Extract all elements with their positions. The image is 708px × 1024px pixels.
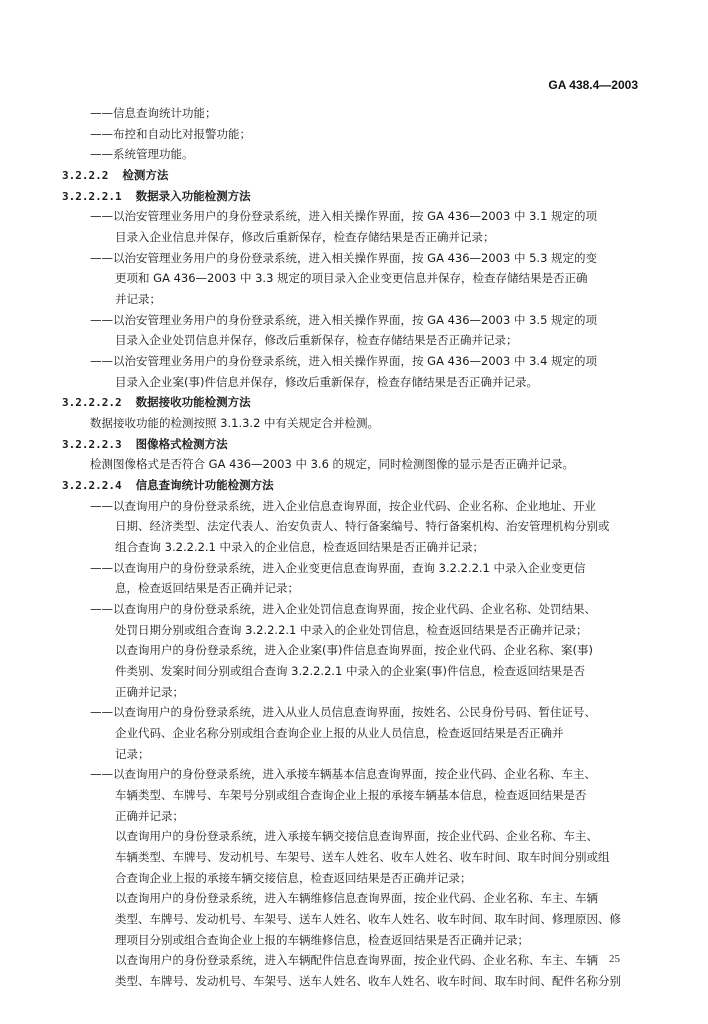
body-line: 理项目分别或组合查询企业上报的车辆维修信息，检查返回结果是否正确并记录；	[115, 933, 529, 947]
body-line: ——以查询用户的身份登录系统，进入企业信息查询界面，按企业代码、企业名称、企业地址、开业	[90, 499, 596, 513]
section-title: 数据录入功能检测方法	[135, 189, 251, 203]
body-line: 检测图像格式是否符合 GA 436—2003 中 3.6 的规定，同时检测图像的显示是否正确并记录。	[90, 457, 575, 471]
body-line: 车辆类型、车牌号、车架号分别或组合查询企业上报的承接车辆基本信息，检查返回结果是否	[115, 788, 587, 802]
body-line: 息，检查返回结果是否正确并记录；	[115, 581, 299, 595]
body-line: 企业代码、企业名称分别或组合查询企业上报的从业人员信息，检查返回结果是否正确并	[115, 726, 564, 740]
body-line: 组合查询 3.2.2.2.1 中录入的企业信息，检查返回结果是否正确并记录；	[115, 540, 485, 554]
section-number: 3.2.2.2.1	[62, 190, 122, 203]
section-number: 3.2.2.2.2	[62, 396, 122, 409]
section-number: 3.2.2.2	[62, 169, 109, 182]
body-line: ——以查询用户的身份登录系统，进入从业人员信息查询界面，按姓名、公民身份号码、暂住证号、	[90, 705, 596, 719]
body-line: 目录入企业处罚信息并保存，修改后重新保存，检查存储结果是否正确并记录；	[115, 333, 518, 347]
body-line: 车辆类型、车牌号、发动机号、车架号、送车人姓名、收车人姓名、收车时间、取车时间分别或组	[115, 850, 610, 864]
body-line: ——以治安管理业务用户的身份登录系统，进入相关操作界面，按 GA 436—2003 中 3.4 规定的项	[90, 354, 598, 368]
body-line: 正确并记录；	[115, 809, 184, 823]
body-line: 类型、车牌号、发动机号、车架号、送车人姓名、收车人姓名、收车时间、取车时间、配件名称分别	[115, 974, 621, 988]
body-line: 以查询用户的身份登录系统，进入车辆配件信息查询界面，按企业代码、企业名称、车主、车辆	[115, 953, 598, 967]
body-line: ——以治安管理业务用户的身份登录系统，进入相关操作界面，按 GA 436—2003 中 3.1 规定的项	[90, 209, 598, 223]
body-line: ——信息查询统计功能；	[90, 106, 217, 120]
body-line: 类型、车牌号、发动机号、车架号、送车人姓名、收车人姓名、收车时间、取车时间、修理原因、修	[115, 912, 621, 926]
body-line: ——以查询用户的身份登录系统，进入承接车辆基本信息查询界面，按企业代码、企业名称、车主、	[90, 767, 596, 781]
section-number: 3.2.2.2.3	[62, 438, 122, 451]
body-line: 以查询用户的身份登录系统，进入企业案(事)件信息查询界面，按企业代码、企业名称、案(事)	[115, 643, 593, 657]
body-line: 目录入企业案(事)件信息并保存，修改后重新保存，检查存储结果是否正确并记录。	[115, 375, 538, 389]
body-line: 合查询企业上报的承接车辆交接信息，检查返回结果是否正确并记录；	[115, 871, 472, 885]
body-line: ——以查询用户的身份登录系统，进入企业处罚信息查询界面，按企业代码、企业名称、处罚结果、	[90, 602, 596, 616]
body-line: 日期、经济类型、法定代表人、治安负责人、特行备案编号、特行备案机构、治安管理机构分别或	[115, 519, 610, 533]
section-number: 3.2.2.2.4	[62, 479, 122, 492]
body-line: 正确并记录；	[115, 685, 184, 699]
section-heading	[62, 395, 251, 410]
body-line: 以查询用户的身份登录系统，进入车辆维修信息查询界面，按企业代码、企业名称、车主、车辆	[115, 891, 598, 905]
section-title: 信息查询统计功能检测方法	[135, 478, 274, 492]
page-number: 25	[609, 953, 620, 965]
section-heading	[62, 189, 251, 204]
body-line: ——以查询用户的身份登录系统，进入企业变更信息查询界面，查询 3.2.2.2.1 中录入企业变更信	[90, 561, 586, 575]
section-title: 检测方法	[122, 168, 169, 182]
section-heading	[62, 437, 228, 452]
section-title: 数据接收功能检测方法	[135, 395, 251, 409]
body-line: ——以治安管理业务用户的身份登录系统，进入相关操作界面，按 GA 436—2003 中 5.3 规定的变	[90, 251, 598, 265]
section-heading	[62, 478, 274, 493]
body-line: 更项和 GA 436—2003 中 3.3 规定的项目录入企业变更信息并保存，检查存储结果是否正确	[115, 271, 588, 285]
section-heading	[62, 168, 168, 183]
body-line: ——以治安管理业务用户的身份登录系统，进入相关操作界面，按 GA 436—2003 中 3.5 规定的项	[90, 313, 598, 327]
body-line: 记录；	[115, 747, 150, 761]
body-line: 数据接收功能的检测按照 3.1.3.2 中有关规定合并检测。	[90, 416, 380, 430]
body-line: ——布控和自动比对报警功能；	[90, 127, 251, 141]
standard-code: GA 438.4—2003	[548, 78, 638, 92]
body-line: 处罚日期分别或组合查询 3.2.2.2.1 中录入的企业处罚信息，检查返回结果是否正确并记录；	[115, 623, 588, 637]
section-title: 图像格式检测方法	[135, 437, 228, 451]
body-line: 目录入企业信息并保存，修改后重新保存，检查存储结果是否正确并记录；	[115, 230, 495, 244]
body-line: 并记录；	[115, 292, 161, 306]
body-line: 件类别、发案时间分别或组合查询 3.2.2.2.1 中录入的企业案(事)件信息，检查返回结果是否	[115, 664, 585, 678]
body-line: ——系统管理功能。	[90, 147, 194, 161]
body-line: 以查询用户的身份登录系统，进入承接车辆交接信息查询界面，按企业代码、企业名称、车主、	[115, 829, 598, 843]
